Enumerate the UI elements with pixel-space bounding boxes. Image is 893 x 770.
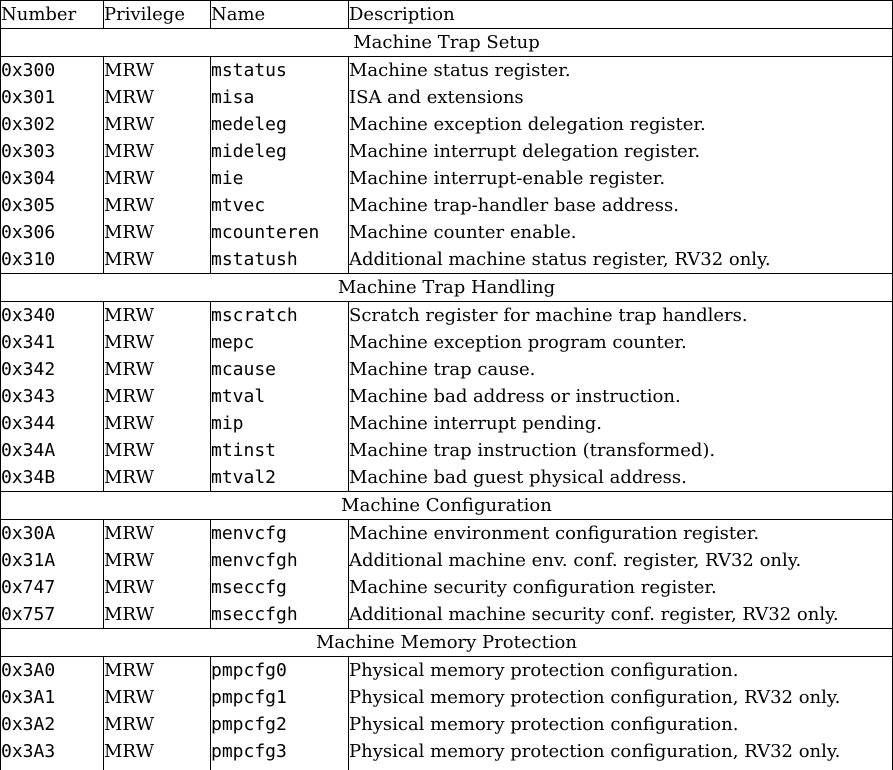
cell-register-number: 0x300 [1,60,56,81]
cell-register-description: Machine interrupt-enable register. [349,165,893,192]
column-header-number: Number [1,1,104,29]
table-row [1,601,893,629]
cell-register-number: 0x31A [1,550,56,571]
cell-register-number: 0x301 [1,87,56,108]
cell-register-description: Machine environment configuration register. [349,520,893,548]
table-header-row [1,1,893,29]
cell-register-number: 0x3A1 [1,687,56,708]
cell-register-number: 0x343 [1,386,56,407]
section-header-row [1,629,893,657]
cell-register-name: mcounteren [211,219,349,246]
cell-register-name: mscratch [211,302,349,330]
section-title: Machine Memory Protection [1,629,893,657]
cell-register-number: 0x344 [1,413,56,434]
cell-register-name: mtval [211,383,349,410]
section-header-row [1,492,893,520]
cell-register-privilege: MRW [104,219,211,246]
cell-register-description: Physical memory protection configuration. [349,657,893,685]
cell-register-number: 0x34B [1,467,56,488]
cell-register-number: 0x306 [1,222,56,243]
column-header-name: Name [211,1,349,29]
cell-register-name: mideleg [211,138,349,165]
cell-register-number: 0x747 [1,577,56,598]
section-title: Machine Trap Setup [1,29,893,57]
cell-register-description: ISA and extensions [349,84,893,111]
table-row [1,711,893,738]
table-row [1,356,893,383]
cutoff-continuation-row [1,765,893,770]
cell-register-number: 0x30A [1,523,56,544]
cell-register-number: 0x302 [1,114,56,135]
cell-register-number: 0x3A3 [1,741,56,762]
table-row [1,219,893,246]
table-row [1,329,893,356]
cell-register-number: 0x3A2 [1,714,56,735]
cell-register-name: pmpcfg3 [211,738,349,765]
table-row [1,302,893,330]
cell-register-name: menvcfgh [211,547,349,574]
cell-register-privilege: MRW [104,437,211,464]
cell-register-description: Additional machine status register, RV32 only. [349,246,893,274]
cell-register-privilege: MRW [104,657,211,685]
cell-register-number: 0x310 [1,249,56,270]
table-row [1,138,893,165]
table-row [1,657,893,685]
cell-register-privilege: MRW [104,574,211,601]
cell-register-description: Physical memory protection configuration, RV32 only. [349,738,893,765]
cell-register-privilege: MRW [104,57,211,85]
cell-register-description: Additional machine env. conf. register, RV32 only. [349,547,893,574]
cell-register-privilege: MRW [104,410,211,437]
cell-register-name: misa [211,84,349,111]
cell-register-description: Physical memory protection configuration. [349,711,893,738]
cell-register-description: Machine security configuration register. [349,574,893,601]
cell-register-name: mtval2 [211,464,349,492]
section-title: Machine Trap Handling [1,274,893,302]
cell-register-privilege: MRW [104,111,211,138]
cell-register-privilege: MRW [104,138,211,165]
table-row [1,165,893,192]
cell-register-name: pmpcfg1 [211,684,349,711]
cell-register-description: Machine trap-handler base address. [349,192,893,219]
table-row [1,246,893,274]
cell-register-name: mtvec [211,192,349,219]
cell-register-description: Physical memory protection configuration, RV32 only. [349,684,893,711]
cell-register-description: Machine trap instruction (transformed). [349,437,893,464]
table-row [1,520,893,548]
cell-register-privilege: MRW [104,601,211,629]
cell-register-description: Machine status register. [349,57,893,85]
cell-register-name: mepc [211,329,349,356]
cell-register-name: mip [211,410,349,437]
table-row [1,684,893,711]
cell-register-description: Machine bad address or instruction. [349,383,893,410]
cell-register-name: mie [211,165,349,192]
table-row [1,383,893,410]
cell-register-name: mstatush [211,246,349,274]
cell-register-description: Machine trap cause. [349,356,893,383]
cell-register-privilege: MRW [104,165,211,192]
cell-register-privilege: MRW [104,246,211,274]
cell-register-privilege: MRW [104,738,211,765]
cell-register-name: mtinst [211,437,349,464]
cell-register-description: Machine interrupt delegation register. [349,138,893,165]
cell-register-privilege: MRW [104,547,211,574]
cell-register-number: 0x303 [1,141,56,162]
cell-register-description: Additional machine security conf. register, RV32 only. [349,601,893,629]
section-title: Machine Configuration [1,492,893,520]
cell-register-privilege: MRW [104,356,211,383]
cell-register-name: mcause [211,356,349,383]
cell-register-privilege: MRW [104,383,211,410]
cell-register-privilege: MRW [104,84,211,111]
cell-register-description: Machine bad guest physical address. [349,464,893,492]
table-row [1,410,893,437]
cell-register-privilege: MRW [104,684,211,711]
section-header-row [1,274,893,302]
cell-register-name: pmpcfg2 [211,711,349,738]
cell-register-privilege: MRW [104,520,211,548]
cell-register-privilege: MRW [104,464,211,492]
cell-register-description: Machine counter enable. [349,219,893,246]
cell-register-number: 0x34A [1,440,56,461]
table-row [1,437,893,464]
cell-register-description: Machine exception delegation register. [349,111,893,138]
column-header-description: Description [349,1,893,29]
cell-register-privilege: MRW [104,302,211,330]
cell-register-privilege: MRW [104,192,211,219]
cell-register-number: 0x342 [1,359,56,380]
table-row [1,738,893,765]
table-row [1,84,893,111]
cell-register-name: pmpcfg0 [211,657,349,685]
table-row [1,192,893,219]
cell-register-number: 0x757 [1,604,56,625]
cell-register-number: 0x340 [1,305,56,326]
cell-register-name: menvcfg [211,520,349,548]
table-row [1,574,893,601]
cell-register-description: Scratch register for machine trap handlers. [349,302,893,330]
cell-register-description: Machine exception program counter. [349,329,893,356]
cell-register-number: 0x3A0 [1,660,56,681]
cell-register-number: 0x304 [1,168,56,189]
table-body [1,29,893,770]
cell-register-number: 0x341 [1,332,56,353]
table-row [1,547,893,574]
cell-register-privilege: MRW [104,711,211,738]
table-row [1,111,893,138]
cell-register-privilege: MRW [104,329,211,356]
table-row [1,57,893,85]
cell-register-name: mseccfg [211,574,349,601]
cell-register-description: Machine interrupt pending. [349,410,893,437]
cell-register-name: mseccfgh [211,601,349,629]
section-header-row [1,29,893,57]
cell-register-name: mstatus [211,57,349,85]
cell-register-number: 0x305 [1,195,56,216]
column-header-privilege: Privilege [104,1,211,29]
cell-register-name: medeleg [211,111,349,138]
table-row [1,464,893,492]
